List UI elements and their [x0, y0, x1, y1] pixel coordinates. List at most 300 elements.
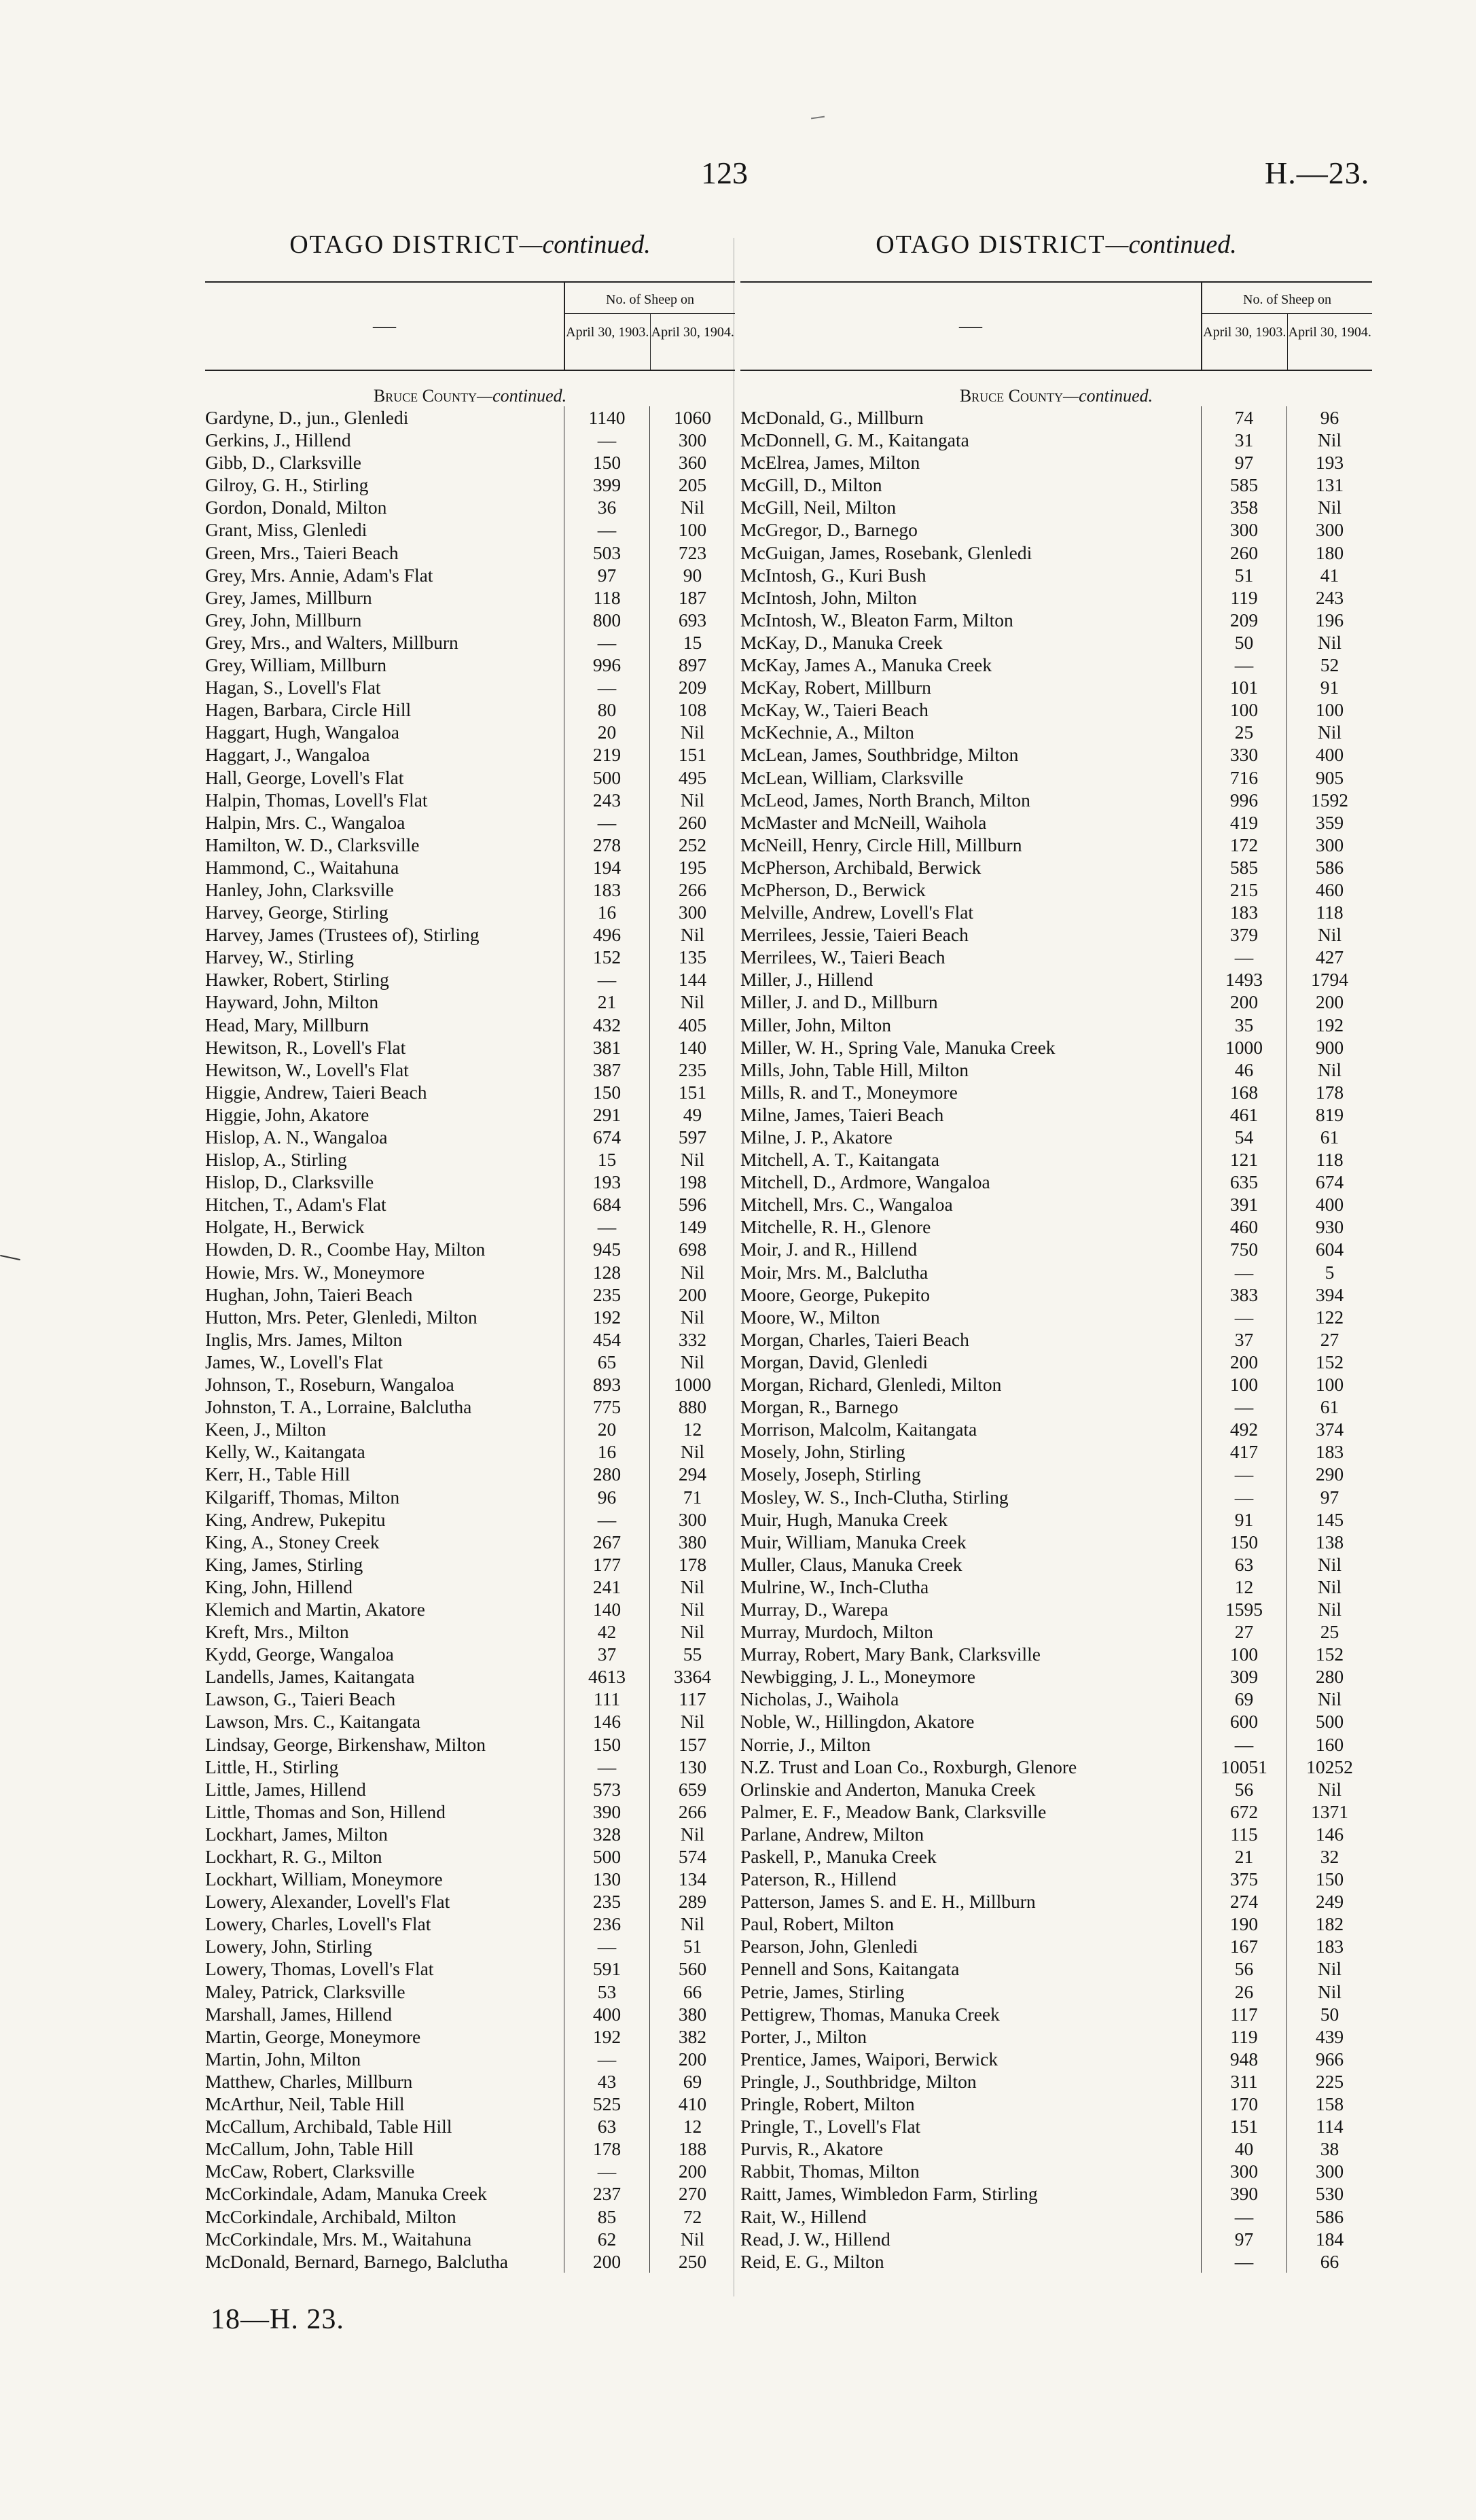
table-row	[740, 496, 1372, 518]
table-row	[740, 856, 1372, 879]
sheep-1903: 684	[564, 1193, 649, 1215]
sheep-1904: 12	[649, 1418, 735, 1440]
owner-name: Lockhart, James, Milton	[205, 1823, 388, 1845]
sheep-1903: 21	[1201, 1845, 1286, 1868]
owner-name: Hislop, A., Stirling	[205, 1149, 347, 1171]
table-row	[740, 1396, 1372, 1418]
table-row	[740, 834, 1372, 856]
sheep-1904: Nil	[649, 991, 735, 1013]
sheep-1903: 390	[1201, 2182, 1286, 2205]
owner-name: Muir, William, Manuka Creek	[740, 1531, 967, 1552]
sheep-1904: 118	[1286, 1148, 1372, 1171]
sheep-1903: 43	[564, 2070, 649, 2093]
sheep-1904: 439	[1286, 2025, 1372, 2048]
table-row	[740, 2137, 1372, 2160]
table-row	[740, 1553, 1372, 1576]
owner-name: Mosely, Joseph, Stirling	[740, 1463, 921, 1485]
owner-name: Martin, George, Moneymore	[205, 2025, 421, 2047]
sheep-1904: 193	[1286, 451, 1372, 474]
sheep-1904: Nil	[649, 1576, 735, 1598]
table-row	[205, 1238, 735, 1260]
owner-name: Noble, W., Hillingdon, Akatore	[740, 1711, 975, 1733]
sheep-1903: —	[1201, 1396, 1286, 1418]
sheep-1903: 91	[1201, 1508, 1286, 1531]
table-row	[740, 698, 1372, 721]
owner-name: Little, H., Stirling	[205, 1756, 339, 1777]
sheep-1904: 131	[1286, 474, 1372, 496]
table-row	[740, 1215, 1372, 1238]
sheep-1903: 383	[1201, 1283, 1286, 1306]
sheep-1904: 144	[649, 968, 735, 991]
owner-name: Howie, Mrs. W., Moneymore	[205, 1261, 425, 1283]
sheep-1904: 100	[1286, 1373, 1372, 1396]
owner-name: Harvey, James (Trustees of), Stirling	[205, 924, 480, 946]
county-heading	[740, 386, 1372, 406]
sheep-1903: 65	[564, 1351, 649, 1373]
sheep-1903: 274	[1201, 1890, 1286, 1913]
table-row	[740, 1306, 1372, 1328]
owner-name: McGuigan, James, Rosebank, Glenledi	[740, 542, 1032, 563]
sheep-1904: 300	[649, 429, 735, 451]
owner-name: Mosely, John, Stirling	[740, 1441, 905, 1463]
table-row	[740, 1778, 1372, 1800]
sheep-1903: —	[564, 2048, 649, 2070]
sheep-1904: 674	[1286, 1171, 1372, 1193]
sheep-1904: 114	[1286, 2115, 1372, 2137]
sheep-1904: 382	[649, 2025, 735, 2048]
sheep-1904: 158	[1286, 2093, 1372, 2115]
table-row	[205, 1890, 735, 1913]
sheep-1904: 400	[1286, 743, 1372, 766]
sheep-1904: 300	[1286, 2160, 1372, 2182]
table-row	[205, 1328, 735, 1351]
table-row	[740, 789, 1372, 811]
owner-name: McNeill, Henry, Circle Hill, Millburn	[740, 834, 1022, 855]
table-row	[205, 2048, 735, 2070]
table-row	[205, 1868, 735, 1890]
sheep-1903: 237	[564, 2182, 649, 2205]
owner-name: King, Andrew, Pukepitu	[205, 1508, 386, 1530]
owner-name: Hall, George, Lovell's Flat	[205, 766, 404, 788]
owner-name: Hislop, D., Clarksville	[205, 1171, 374, 1193]
sheep-1904: 880	[649, 1396, 735, 1418]
owner-name: Nicholas, J., Waihola	[740, 1688, 899, 1710]
owner-name: Melville, Andrew, Lovell's Flat	[740, 902, 974, 923]
owner-name: Halpin, Mrs. C., Wangaloa	[205, 811, 406, 833]
sheep-1903: 1595	[1201, 1598, 1286, 1620]
sheep-1903: —	[564, 1935, 649, 1957]
owner-name: McPherson, D., Berwick	[740, 879, 926, 900]
sheep-1904: Nil	[649, 1710, 735, 1733]
sheep-1903: 150	[1201, 1531, 1286, 1553]
sheep-1904: 966	[1286, 2048, 1372, 2070]
date-1903-header: April 30, 1903.	[566, 325, 649, 340]
owner-name: Purvis, R., Akatore	[740, 2138, 884, 2160]
sheep-1904: 138	[1286, 1531, 1372, 1553]
table-row	[740, 1014, 1372, 1036]
sheep-1903: 461	[1201, 1103, 1286, 1126]
sheep-1904: Nil	[1286, 1957, 1372, 1980]
sheep-1903: 27	[1201, 1620, 1286, 1643]
owner-name: Hagan, S., Lovell's Flat	[205, 677, 381, 698]
sheep-1903: 309	[1201, 1665, 1286, 1688]
sheep-1903: 4613	[564, 1665, 649, 1688]
document-reference: H.—23.	[1265, 156, 1370, 190]
table-row	[740, 1238, 1372, 1260]
owner-name: Palmer, E. F., Meadow Bank, Clarksville	[740, 1800, 1047, 1822]
table-row	[740, 1845, 1372, 1868]
table-row	[205, 474, 735, 496]
owner-name: McElrea, James, Milton	[740, 452, 920, 474]
sheep-1904: 145	[1286, 1508, 1372, 1531]
sheep-1903: 63	[564, 2115, 649, 2137]
sheep-1903: 235	[564, 1890, 649, 1913]
sheep-1903: 419	[1201, 811, 1286, 834]
sheep-1903: 716	[1201, 766, 1286, 789]
table-row	[205, 1486, 735, 1508]
table-row	[205, 1665, 735, 1688]
table-row	[740, 2228, 1372, 2250]
owner-name: McDonald, G., Millburn	[740, 407, 924, 428]
sheep-1903: 236	[564, 1913, 649, 1935]
sheep-1903: 1493	[1201, 968, 1286, 991]
sheep-1904: 400	[1286, 1193, 1372, 1215]
sheep-1903: 119	[1201, 2025, 1286, 2048]
sheep-1904: 90	[649, 564, 735, 586]
sheep-1903: 111	[564, 1688, 649, 1710]
owner-name: Grey, James, Millburn	[205, 586, 372, 608]
owner-name: Grey, John, Millburn	[205, 609, 362, 631]
owner-name: Lawson, Mrs. C., Kaitangata	[205, 1711, 420, 1733]
sheep-1903: 177	[564, 1553, 649, 1576]
table-row	[205, 1598, 735, 1620]
sheep-1903: 146	[564, 1710, 649, 1733]
sheep-1904: Nil	[649, 1351, 735, 1373]
sheep-1904: 100	[649, 518, 735, 541]
owner-name: McCaw, Robert, Clarksville	[205, 2161, 415, 2182]
sheep-1903: 37	[1201, 1328, 1286, 1351]
table-row	[740, 901, 1372, 923]
sheep-1904: 1592	[1286, 789, 1372, 811]
table-row	[740, 1463, 1372, 1485]
sheep-1904: 71	[649, 1486, 735, 1508]
sheep-1903: 219	[564, 743, 649, 766]
sheep-1903: 492	[1201, 1418, 1286, 1440]
sheep-1903: 800	[564, 609, 649, 631]
table-row	[740, 654, 1372, 676]
sheep-1904: 300	[649, 1508, 735, 1531]
sheep-1904: Nil	[1286, 429, 1372, 451]
owner-name: Hammond, C., Waitahuna	[205, 856, 399, 878]
sheep-1903: 62	[564, 2228, 649, 2250]
sheep-1904: 195	[649, 856, 735, 879]
owner-name: Morgan, Richard, Glenledi, Milton	[740, 1374, 1002, 1396]
sheep-1903: 51	[1201, 564, 1286, 586]
table-row	[205, 2160, 735, 2182]
table-row	[740, 2250, 1372, 2273]
date-1903-header: April 30, 1903.	[1203, 325, 1286, 340]
owner-name: Milne, J. P., Akatore	[740, 1126, 893, 1148]
sheep-1904: 51	[649, 1935, 735, 1957]
sheep-1903: 300	[1201, 518, 1286, 541]
table-row	[740, 406, 1372, 429]
sheep-1904: 723	[649, 542, 735, 564]
sheep-1904: Nil	[649, 1823, 735, 1845]
table-row	[205, 2093, 735, 2115]
sheep-1904: 930	[1286, 1215, 1372, 1238]
owner-name: Hutton, Mrs. Peter, Glenledi, Milton	[205, 1306, 478, 1328]
sheep-1904: 360	[649, 451, 735, 474]
sheep-1903: 74	[1201, 406, 1286, 429]
sheep-1904: 146	[1286, 1823, 1372, 1845]
table-row	[740, 1283, 1372, 1306]
table-row	[740, 1868, 1372, 1890]
sheep-1903: 260	[1201, 542, 1286, 564]
sheep-1904: 289	[649, 1890, 735, 1913]
sheep-1904: 290	[1286, 1463, 1372, 1485]
owner-name: Pennell and Sons, Kaitangata	[740, 1958, 960, 1980]
table-row	[205, 451, 735, 474]
table-row	[740, 1508, 1372, 1531]
sheep-1904: 410	[649, 2093, 735, 2115]
county-name: Bruce County	[373, 386, 478, 406]
sheep-group-label: No. of Sheep on	[1202, 283, 1372, 314]
owner-name: Mills, John, Table Hill, Milton	[740, 1059, 969, 1080]
owner-name: Petrie, James, Stirling	[740, 1981, 905, 2002]
table-row	[205, 1351, 735, 1373]
date-1904-header: April 30, 1904.	[1287, 314, 1373, 370]
sheep-1904: 151	[649, 743, 735, 766]
sheep-1904: 266	[649, 1800, 735, 1823]
table-row	[205, 564, 735, 586]
table-row	[205, 1306, 735, 1328]
table-row	[205, 2070, 735, 2093]
owner-name: Halpin, Thomas, Lovell's Flat	[205, 789, 428, 811]
sheep-1904: 300	[1286, 834, 1372, 856]
table-row	[740, 1733, 1372, 1756]
sheep-1904: 25	[1286, 1620, 1372, 1643]
sheep-1903: 56	[1201, 1957, 1286, 1980]
owner-name: McDonnell, G. M., Kaitangata	[740, 429, 969, 451]
sheep-1903: 503	[564, 542, 649, 564]
table-row	[740, 1598, 1372, 1620]
sheep-1903: 100	[1201, 698, 1286, 721]
owner-name: Pringle, T., Lovell's Flat	[740, 2116, 921, 2137]
owner-name: Miller, John, Milton	[740, 1014, 891, 1035]
sheep-1904: 359	[1286, 811, 1372, 834]
sheep-1904: 192	[1286, 1014, 1372, 1036]
sheep-1904: Nil	[1286, 1576, 1372, 1598]
sheep-1903: 573	[564, 1778, 649, 1800]
sheep-1903: 525	[564, 2093, 649, 2115]
owner-name: Parlane, Andrew, Milton	[740, 1823, 924, 1845]
owner-name: Higgie, Andrew, Taieri Beach	[205, 1081, 427, 1103]
table-row	[205, 721, 735, 743]
sheep-1904: 260	[649, 811, 735, 834]
sheep-1903: 280	[564, 1463, 649, 1485]
sheep-1903: —	[1201, 654, 1286, 676]
owner-name: Morgan, R., Barnego	[740, 1396, 899, 1418]
sheep-1904: 300	[649, 901, 735, 923]
sheep-1903: 31	[1201, 429, 1286, 451]
sheep-1903: —	[1201, 1306, 1286, 1328]
owner-name: Hewitson, R., Lovell's Flat	[205, 1036, 406, 1058]
sheep-1904: Nil	[1286, 631, 1372, 654]
table-row	[740, 474, 1372, 496]
owner-name: Mitchell, A. T., Kaitangata	[740, 1149, 940, 1171]
sheep-1903: 192	[564, 2025, 649, 2048]
sheep-1904: 900	[1286, 1036, 1372, 1059]
sheep-1903: 1000	[1201, 1036, 1286, 1059]
sheep-1903: 96	[564, 1486, 649, 1508]
owner-name: Muir, Hugh, Manuka Creek	[740, 1508, 948, 1530]
owner-name: Grey, William, Millburn	[205, 654, 386, 676]
owner-name: Hislop, A. N., Wangaloa	[205, 1126, 388, 1148]
table-row	[740, 1957, 1372, 1980]
sheep-1903: 417	[1201, 1440, 1286, 1463]
owner-name: Lockhart, William, Moneymore	[205, 1868, 443, 1890]
owner-name: Murray, D., Warepa	[740, 1598, 888, 1620]
table-row	[205, 2115, 735, 2137]
owner-name: McIntosh, W., Bleaton Farm, Milton	[740, 609, 1013, 631]
owner-name: Green, Mrs., Taieri Beach	[205, 542, 399, 563]
table-row	[205, 542, 735, 564]
owner-name: Haggart, Hugh, Wangaloa	[205, 722, 399, 743]
owner-name: Kydd, George, Wangaloa	[205, 1644, 394, 1665]
sheep-1903: 243	[564, 789, 649, 811]
table-row	[205, 2003, 735, 2025]
sheep-1904: 270	[649, 2182, 735, 2205]
sheep-1903: 235	[564, 1283, 649, 1306]
sheep-1903: 37	[564, 1643, 649, 1665]
owner-name: Hamilton, W. D., Clarksville	[205, 834, 420, 855]
sheep-1903: 193	[564, 1171, 649, 1193]
sheep-1903: 200	[1201, 1351, 1286, 1373]
sheep-1903: 996	[564, 654, 649, 676]
table-row	[740, 1148, 1372, 1171]
sheep-1904: 659	[649, 1778, 735, 1800]
owner-name: Mulrine, W., Inch-Clutha	[740, 1576, 929, 1597]
table-row	[205, 1576, 735, 1598]
sheep-1904: 243	[1286, 586, 1372, 609]
owner-name: Moore, George, Pukepito	[740, 1283, 931, 1305]
owner-name: Mitchell, Mrs. C., Wangaloa	[740, 1194, 953, 1215]
sheep-1904: 294	[649, 1463, 735, 1485]
sheep-1903: 300	[1201, 2160, 1286, 2182]
owner-name: Gilroy, G. H., Stirling	[205, 474, 369, 496]
owner-name: Lowery, Alexander, Lovell's Flat	[205, 1891, 450, 1913]
owner-name: McIntosh, G., Kuri Bush	[740, 564, 926, 586]
table-row	[205, 1193, 735, 1215]
owner-name: Paul, Robert, Milton	[740, 1913, 895, 1935]
sheep-1904: 200	[1286, 991, 1372, 1013]
table-row	[740, 1981, 1372, 2003]
table-row	[740, 1171, 1372, 1193]
sheep-1904: 178	[1286, 1081, 1372, 1103]
sheep-1904: 118	[1286, 901, 1372, 923]
table-row	[740, 1935, 1372, 1957]
sheep-1903: 358	[1201, 496, 1286, 518]
table-row	[205, 1800, 735, 1823]
sheep-1903: 97	[564, 564, 649, 586]
owner-name: Hawker, Robert, Stirling	[205, 969, 389, 991]
sheep-1904: 38	[1286, 2137, 1372, 2160]
owner-name: McMaster and McNeill, Waihola	[740, 811, 987, 833]
sheep-1903: 16	[564, 901, 649, 923]
owner-name: Pringle, Robert, Milton	[740, 2093, 915, 2115]
owner-name: Rait, W., Hillend	[740, 2205, 867, 2227]
table-row	[205, 2025, 735, 2048]
sheep-1903: —	[1201, 1486, 1286, 1508]
owner-name: Norrie, J., Milton	[740, 1733, 871, 1755]
sheep-1903: 454	[564, 1328, 649, 1351]
sheep-1904: 500	[1286, 1710, 1372, 1733]
table-row	[205, 654, 735, 676]
sheep-1903: 591	[564, 1957, 649, 1980]
sheep-1904: 97	[1286, 1486, 1372, 1508]
table-row	[740, 1373, 1372, 1396]
sheep-1903: 996	[1201, 789, 1286, 811]
sheep-1903: 151	[1201, 2115, 1286, 2137]
owner-name: King, A., Stoney Creek	[205, 1531, 380, 1552]
sheep-1904: 495	[649, 766, 735, 789]
owner-name: Morgan, Charles, Taieri Beach	[740, 1328, 969, 1350]
owner-name: Higgie, John, Akatore	[205, 1103, 370, 1125]
table-row	[740, 1059, 1372, 1081]
sheep-1903: 460	[1201, 1215, 1286, 1238]
sheep-1903: 194	[564, 856, 649, 879]
table-row	[205, 789, 735, 811]
table-row	[205, 991, 735, 1013]
sheep-1903: 672	[1201, 1800, 1286, 1823]
name-column-header: —	[959, 313, 982, 338]
sheep-1903: 381	[564, 1036, 649, 1059]
sheep-column-header	[1201, 283, 1372, 370]
sheep-1903: —	[1201, 2205, 1286, 2228]
table-row	[205, 1418, 735, 1440]
table-row	[740, 968, 1372, 991]
owner-name: McKay, Robert, Millburn	[740, 677, 931, 698]
right-column	[740, 230, 1372, 2273]
sheep-1903: 328	[564, 1823, 649, 1845]
table-row	[205, 1733, 735, 1756]
table-row	[205, 2250, 735, 2273]
table-row	[740, 1665, 1372, 1688]
owner-name: N.Z. Trust and Loan Co., Roxburgh, Glenore	[740, 1756, 1077, 1777]
sheep-1904: 405	[649, 1014, 735, 1036]
sheep-1903: 15	[564, 1148, 649, 1171]
table-row	[205, 1778, 735, 1800]
sheep-1903: —	[1201, 1733, 1286, 1756]
sheep-1904: 178	[649, 1553, 735, 1576]
sheep-1904: 200	[649, 2048, 735, 2070]
table-row	[205, 923, 735, 946]
owner-name: McGill, D., Milton	[740, 474, 882, 496]
sheep-1904: 69	[649, 2070, 735, 2093]
table-row	[205, 1913, 735, 1935]
table-row	[205, 1440, 735, 1463]
sheep-1904: Nil	[1286, 923, 1372, 946]
sheep-1904: 10252	[1286, 1756, 1372, 1778]
table-row	[740, 631, 1372, 654]
sheep-1904: 460	[1286, 879, 1372, 901]
sheep-1903: —	[1201, 1261, 1286, 1283]
sheep-1903: 432	[564, 1014, 649, 1036]
continued-label: —continued.	[1105, 230, 1237, 259]
table-row	[740, 2025, 1372, 2048]
owner-name: Rabbit, Thomas, Milton	[740, 2161, 920, 2182]
continued-label: —continued.	[519, 230, 651, 259]
